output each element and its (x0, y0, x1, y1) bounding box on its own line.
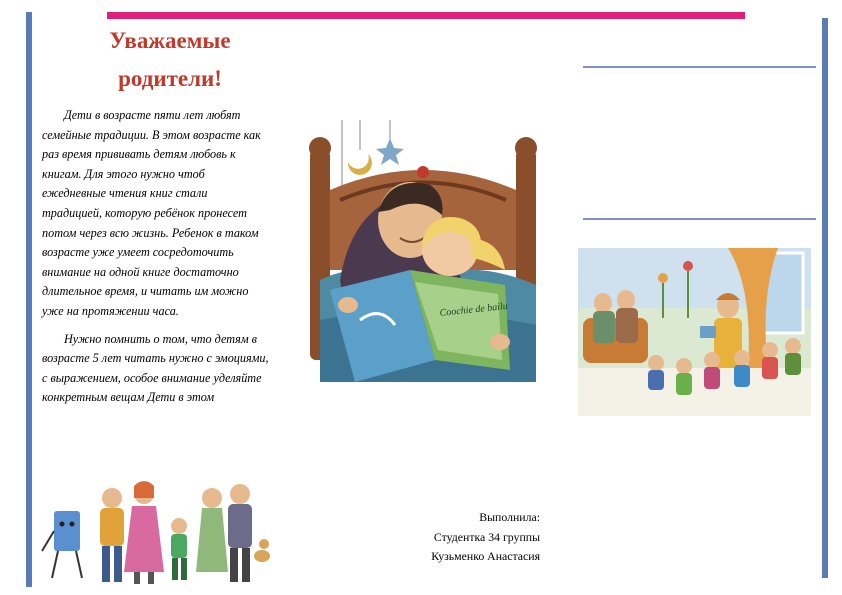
title-line-1: Уважаемые (109, 28, 231, 53)
bedtime-reading-illustration (300, 120, 550, 392)
title-line-2: родители! (118, 66, 222, 91)
group-reading-illustration (578, 248, 811, 416)
right-border-bar (822, 18, 828, 578)
divider-line-top (583, 66, 816, 68)
paragraph-2: Нужно помнить о том, что детям в возрасте 5 лет читать нужно с эмоциями, с выражением, особое внимание уделяйте конкретным вещам Дети в этом (42, 331, 269, 405)
left-border-bar (26, 12, 32, 587)
top-accent-bar (107, 12, 745, 19)
page-title (60, 22, 280, 98)
author-credits (360, 508, 540, 567)
paragraph-1: Дети в возрасте пяти лет любят семейные традиции. В этом возрасте как раз время прививать детям любовь к книгам. Для этого нужно чтоб ежедневные чтения книг стали традицией, которую ребёнок пронесет потом через всю жизнь. Ребенок в таком возрасте уже умеет сосредоточить внимание на одной книге достаточно длительное время, и читать им можно уже на протяжении часа. (42, 108, 261, 318)
divider-line-middle (583, 218, 816, 220)
credits-line-3: Кузьменко Анастасия (431, 549, 540, 563)
body-text (42, 106, 270, 416)
credits-line-1: Выполнила: (479, 510, 540, 524)
book-title-text: Coochie de bailu (439, 300, 509, 319)
credits-line-2: Студентка 34 группы (433, 529, 540, 544)
family-walking-illustration (34, 476, 272, 592)
